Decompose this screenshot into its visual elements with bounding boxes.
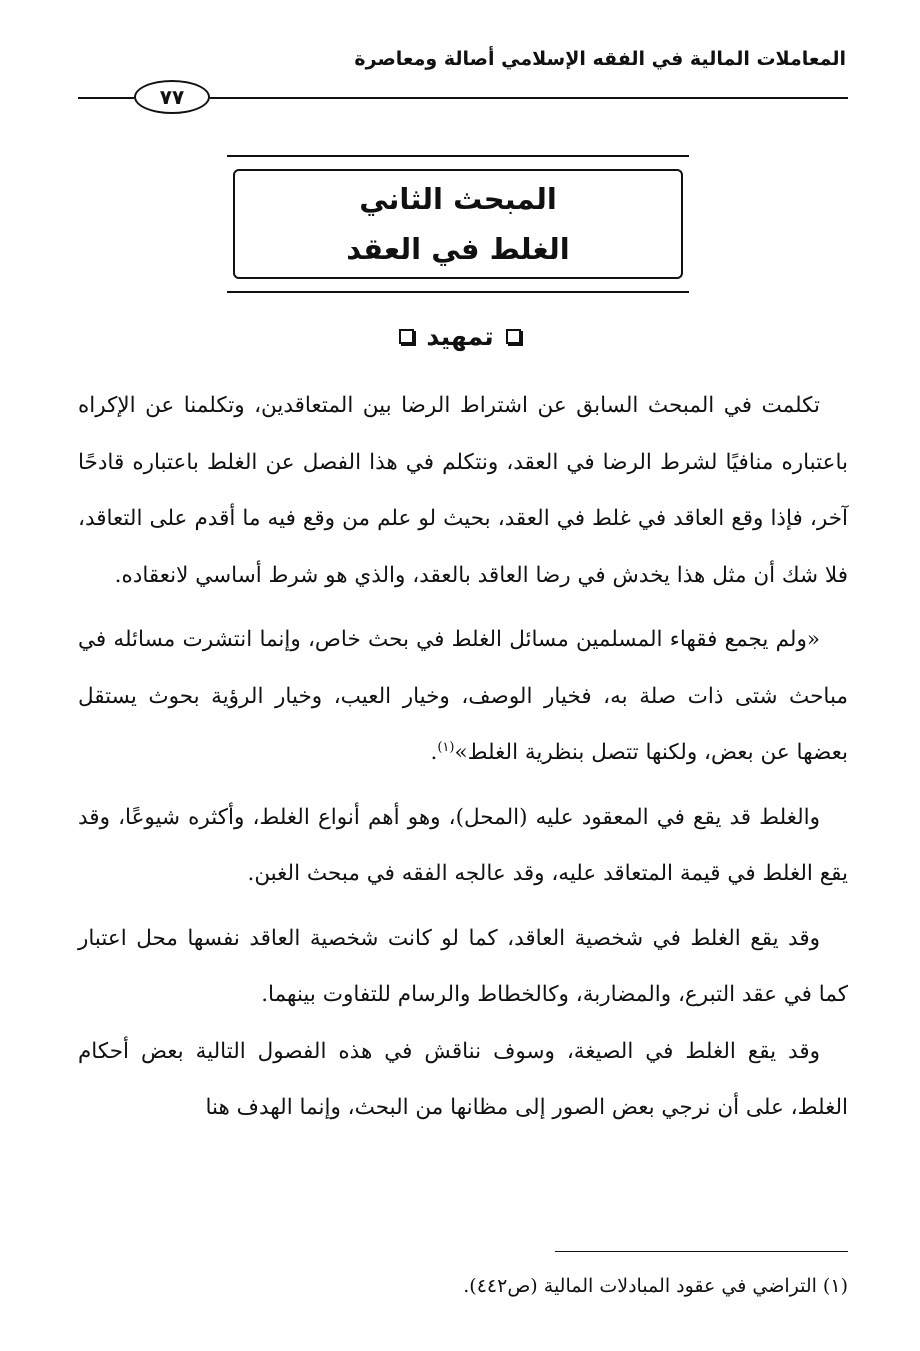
quoted-text: «ولم يجمع فقهاء المسلمين مسائل الغلط في بحث خاص، وإنما انتشرت مسائله في مباحث شتى ذات صلة به، فخيار الوصف، وخيار العيب، وخيار الرؤية بحوث يستقل بعضها عن بعض، ولكنها تتصل بنظرية الغلط» xyxy=(78,627,848,765)
running-header-title: المعاملات المالية في الفقه الإسلامي أصالة ومعاصرة xyxy=(354,48,846,70)
section-heading-text: تمهيد xyxy=(426,322,494,351)
paragraph-1: تكلمت في المبحث السابق عن اشتراط الرضا بين المتعاقدين، وتكلمنا عن الإكراه باعتباره منافيًا لشرط الرضا في العقد، ونتكلم في هذا الفصل عن الغلط باعتباره قادحًا آخر، فإذا وقع العاقد في غلط في العقد، بحيث لو علم من وقع فيه ما أقدم على التعاقد، فلا شك أن مثل هذا يخدش في رضا العاقد بالعقد، والذي هو شرط أساسي لانعقاده. xyxy=(78,393,848,588)
footnote-separator xyxy=(555,1251,848,1252)
paragraph-4: وقد يقع الغلط في شخصية العاقد، كما لو كانت شخصية العاقد نفسها محل اعتبار كما في عقد التبرع، والمضاربة، وكالخطاط والرسام للتفاوت بينهما. xyxy=(78,925,848,1007)
footnote-reference: (١) xyxy=(437,739,455,755)
page-number-badge xyxy=(134,80,210,114)
paragraph-5: وقد يقع الغلط في الصيغة، وسوف نناقش في هذه الفصول التالية بعض أحكام الغلط، على أن نرجي بعض الصور إلى مظانها من البحث، وإنما الهدف هنا xyxy=(78,1038,848,1120)
chapter-title-line2: الغلط في العقد xyxy=(346,232,570,266)
chapter-title-box xyxy=(233,169,683,279)
chapter-title-line1: المبحث الثاني xyxy=(359,182,557,216)
paragraph-2 xyxy=(78,612,848,782)
square-bullet-icon xyxy=(506,329,521,344)
paragraph-3: والغلط قد يقع في المعقود عليه (المحل)، وهو أهم أنواع الغلط، وأكثره شيوعًا، وقد يقع الغلط في قيمة المتعاقد عليه، وقد عالجه الفقه في مبحث الغبن. xyxy=(78,804,848,886)
paragraph-2-end: . xyxy=(430,740,438,765)
page-number: ٧٧ xyxy=(159,85,185,109)
chapter-title-frame xyxy=(227,155,689,293)
header-rule-left xyxy=(78,97,134,99)
body-text xyxy=(78,378,848,1137)
section-heading xyxy=(0,322,920,351)
footnote: (١) التراضي في عقود المبادلات المالية (ص٤٤٢). xyxy=(463,1275,848,1297)
header-rule-right xyxy=(210,97,848,99)
square-bullet-icon xyxy=(399,329,414,344)
